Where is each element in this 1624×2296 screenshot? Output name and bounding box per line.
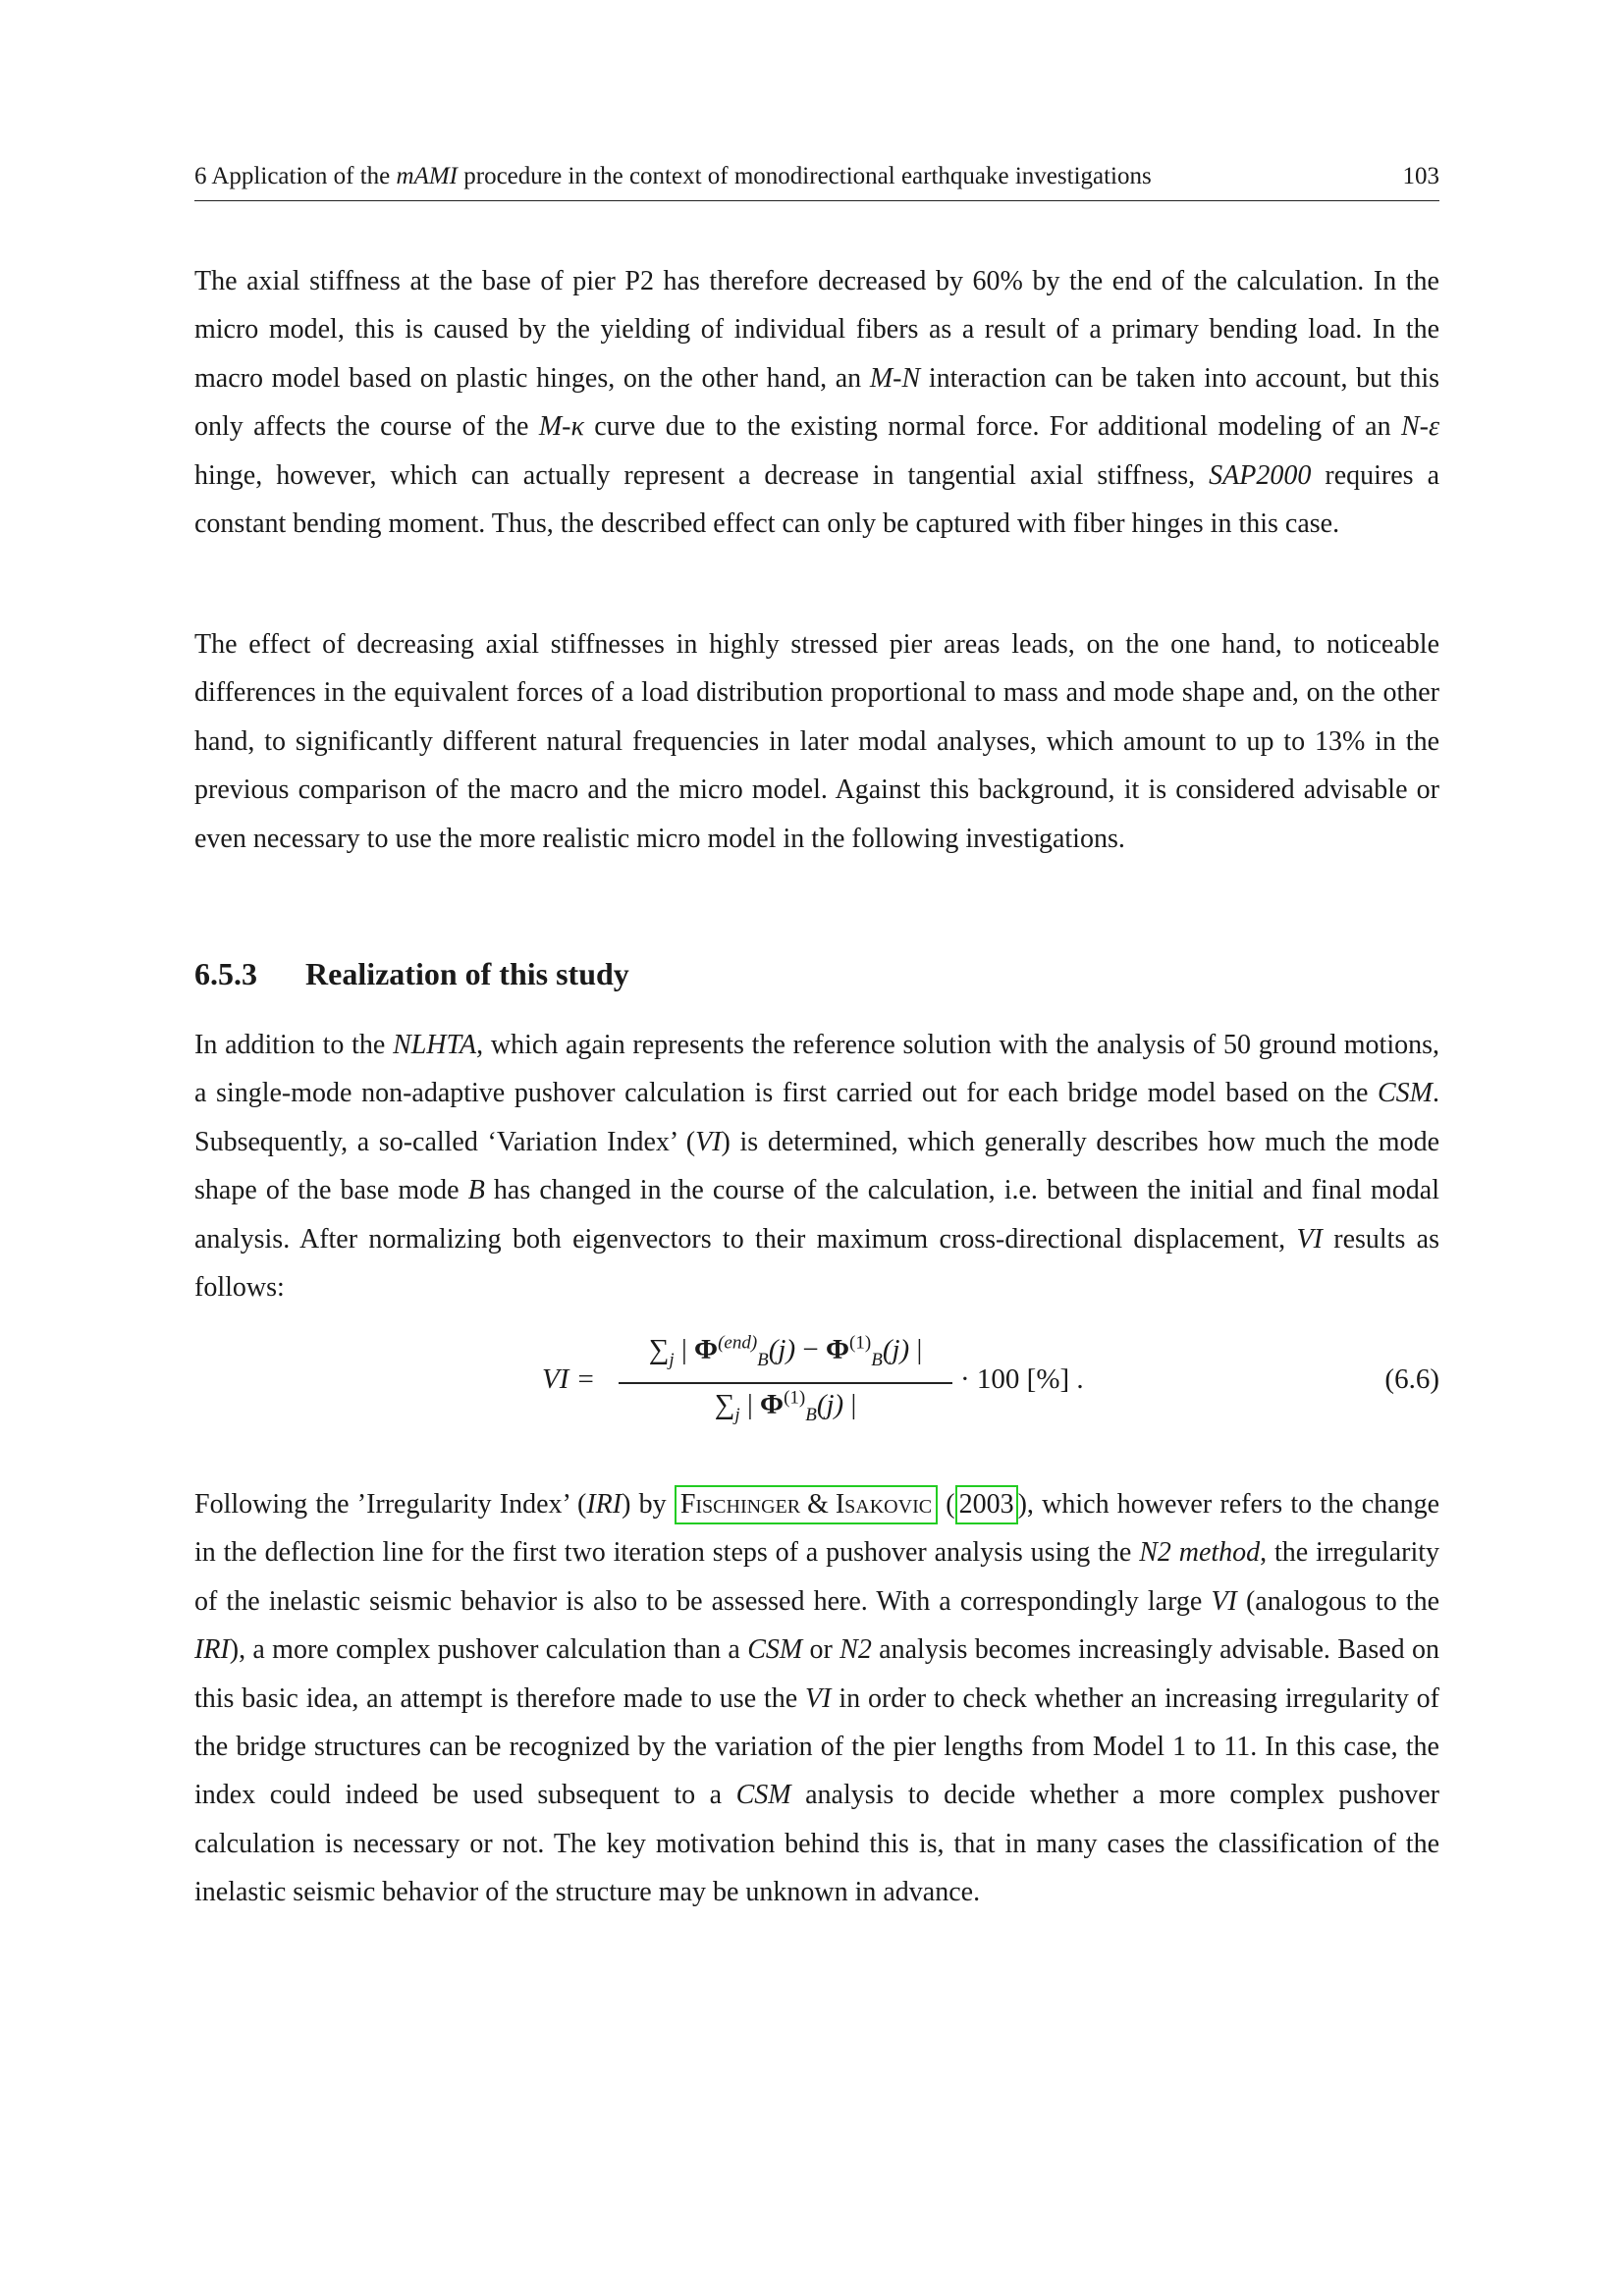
citation-link-year[interactable]: 2003 xyxy=(955,1485,1018,1524)
equation-number: (6.6) xyxy=(1384,1363,1439,1395)
paragraph-irregularity-index: Following the ’Irregularity Index’ (IRI) by Fischinger & Isakovic ( 2003 ), which however refers to the change in the deflection line for the first two iteration steps of a pushover analysis using the N2 method, the irregularity of the inelastic seismic behavior is also to be assessed here. With a correspondingly large VI (analogous to the IRI), a more complex pushover calculation than a CSM or N2 analysis becomes increasingly advisable. Based on this basic idea, an attempt is therefore made to use the VI in order to check whether an increasing irregularity of the bridge structures can be recognized by the variation of the pier lengths from Model 1 to 11. In this case, the index could indeed be used subsequent to a CSM analysis to decide whether a more complex pushover calculation is necessary or not. The key motivation behind this is, that in many cases the classification of the inelastic seismic behavior of the structure may be unknown in advance. xyxy=(194,1480,1439,1917)
section-title: Realization of this study xyxy=(305,956,629,991)
running-header-title: 6 Application of the mAMI procedure in the context of monodirectional earthquake investigations xyxy=(194,163,1152,189)
running-header xyxy=(194,157,1439,201)
section-number: 6.5.3 xyxy=(194,956,257,991)
document-page xyxy=(194,0,1439,2296)
paragraph-realization: In addition to the NLHTA, which again represents the reference solution with the analysis of 50 ground motions, a single-mode non-adaptive pushover calculation is first carried out for each bridge model based on the CSM. Subsequently, a so-called ‘Variation Index’ (VI) is determined, which generally describes how much the mode shape of the base mode B has changed in the course of the calculation, i.e. between the initial and final modal analysis. After normalizing both eigenvectors to their maximum cross-directional displacement, VI results as follows: xyxy=(194,1030,1440,1304)
equation-rhs: · 100 [%] . xyxy=(960,1363,1084,1395)
fraction-bar xyxy=(619,1382,952,1384)
equation-numerator: $\sum_j$ | $\Phi^{(end)}_B(j) - \Phi^{(1)}_B(j)$ | xyxy=(648,1332,923,1370)
page-number: 103 xyxy=(1402,163,1439,189)
equation-denominator: $\sum_j$ | $\Phi^{(1)}_B(j)$ | xyxy=(714,1387,857,1425)
citation-link-authors[interactable]: Fischinger & Isakovic xyxy=(675,1485,938,1524)
paragraph-axial-stiffness: The axial stiffness at the base of pier P2 has therefore decreased by 60% by the end of the calculation. In the micro model, this is caused by the yielding of individual fibers as a result of a primary bending load. In the macro model based on plastic hinges, on the other hand, an M-N interaction can be taken into account, but this only affects the course of the M-κ curve due to the existing normal force. For additional modeling of an N-ε hinge, however, which can actually represent a decrease in tangential axial stiffness, SAP2000 requires a constant bending moment. Thus, the described effect can only be captured with fiber hinges in this case. xyxy=(194,266,1440,540)
paragraph-effect-of-decreasing-stiffness: The effect of decreasing axial stiffnesses in highly stressed pier areas leads, on the one hand, to noticeable differences in the equivalent forces of a load distribution proportional to mass and mode shape and, on the other hand, to significantly different natural frequencies in later modal analyses, which amount to up to 13% in the previous comparison of the macro and the micro model. Against this background, it is considered advisable or even necessary to use the more realistic micro model in the following investigations. xyxy=(194,629,1439,854)
section-heading xyxy=(194,952,629,995)
equation-lhs: VI = xyxy=(542,1363,596,1395)
header-italic-term: mAMI xyxy=(396,163,459,189)
equation-fraction xyxy=(619,1330,952,1438)
equation-variation-index xyxy=(194,1330,1439,1438)
